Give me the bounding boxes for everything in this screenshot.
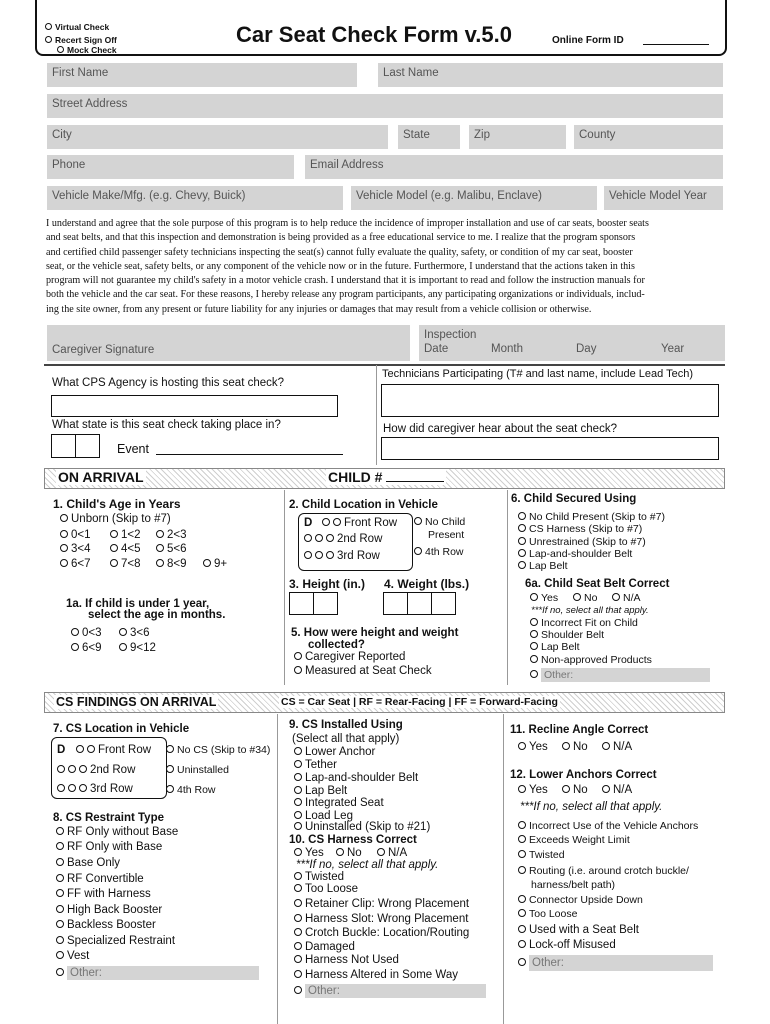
q9-tether[interactable]: Tether: [294, 759, 337, 771]
state-input-1[interactable]: [51, 434, 76, 458]
waiver-text: I understand and agree that the sole purpose of this program is to help reduce the incidence of improper installation and use of car seats, booster seats and seat belts, and that this inspection and demonstration is being provided as a free educational service to me. I realize that the program sponsors and certified child passenger safety technicians inspecting the seat(s) cannot fully evaluate the quality, safety, or condition of my car seat, booster seat, or the vehicle seat, safety belts, or any component of the vehicle now or in the future. Furthermore, I understand that the actions taken in this program will not guarantee my child's safety in a motor vehicle crash. I understand that it is important to read and follow the instruction manuals for both the vehicle and the car seat. For these reasons, I hereby release any program participants, any participating organizations or individuals, includ- ing the site owner, from any present or future liability for any injuries or damages that may result from a vehicle collision or otherwise.: [46, 218, 649, 315]
q7-uninstalled[interactable]: Uninstalled: [166, 764, 229, 776]
height-digit-2[interactable]: [313, 592, 338, 615]
q2-driver-label: D: [304, 517, 313, 529]
state-input-2[interactable]: [75, 434, 100, 458]
q6a-incorrect-fit[interactable]: Incorrect Fit on Child: [530, 617, 638, 629]
q7-no-cs[interactable]: No CS (Skip to #34): [166, 744, 270, 756]
q10-other[interactable]: Other:: [294, 984, 486, 998]
col-divider-2: [507, 490, 508, 685]
q9-title: 9. CS Installed Using: [289, 719, 403, 731]
q8-vest[interactable]: Vest: [56, 950, 89, 962]
q5-title-2: collected?: [308, 639, 365, 651]
q12-na[interactable]: N/A: [602, 784, 632, 796]
q1a-title-2: select the age in months.: [88, 609, 226, 621]
q10-not-used[interactable]: Harness Not Used: [294, 954, 399, 966]
online-form-id-label: Online Form ID: [552, 35, 624, 46]
divider-vertical: [376, 365, 377, 465]
inspection-date-field[interactable]: Inspection Date Month Day Year: [419, 325, 725, 361]
last-name-field[interactable]: Last Name: [378, 63, 723, 87]
q6a-yes[interactable]: Yes: [530, 592, 558, 604]
q5-caregiver-reported[interactable]: Caregiver Reported: [294, 651, 405, 663]
vehicle-model-field[interactable]: Vehicle Model (e.g. Malibu, Enclave): [351, 186, 597, 210]
q1-age-3[interactable]: 3<4: [60, 543, 91, 555]
q12-upside-down[interactable]: Connector Upside Down: [518, 894, 643, 906]
q1a-age-1[interactable]: 3<6: [119, 627, 150, 639]
q9-uninstalled[interactable]: Uninstalled (Skip to #21): [294, 821, 430, 833]
q3-title: 3. Height (in.): [289, 577, 365, 591]
q11-na[interactable]: N/A: [602, 741, 632, 753]
q10-harness-slot[interactable]: Harness Slot: Wrong Placement: [294, 913, 468, 925]
zip-field[interactable]: Zip: [469, 125, 566, 149]
form-title: Car Seat Check Form v.5.0: [236, 22, 512, 47]
q12-note: ***If no, select all that apply.: [520, 801, 663, 813]
q6-unrestrained[interactable]: Unrestrained (Skip to #7): [518, 536, 646, 548]
q9-subtitle: (Select all that apply): [292, 733, 400, 745]
q2-3rd-row[interactable]: 3rd Row: [304, 550, 380, 562]
q12-too-loose[interactable]: Too Loose: [518, 908, 577, 920]
state-question: What state is this seat check taking place in?: [52, 419, 281, 431]
q8-rf-only-base[interactable]: RF Only with Base: [56, 841, 162, 853]
q2-no-child[interactable]: No Child Present: [414, 516, 465, 542]
online-form-id-line[interactable]: [643, 44, 709, 45]
q1-age-0[interactable]: 0<1: [60, 529, 91, 541]
q1-age-9[interactable]: 9+: [203, 558, 227, 570]
col-divider-3: [277, 714, 278, 1024]
agency-input[interactable]: [51, 395, 338, 417]
child-number-label: CHILD #: [326, 469, 446, 485]
q10-title: 10. CS Harness Correct: [289, 834, 417, 846]
q12-yes[interactable]: Yes: [518, 784, 548, 796]
q6-lap-belt[interactable]: Lap Belt: [518, 560, 568, 572]
q12-twisted[interactable]: Twisted: [518, 849, 565, 861]
q6-lap-shoulder[interactable]: Lap-and-shoulder Belt: [518, 548, 632, 560]
q8-specialized[interactable]: Specialized Restraint: [56, 935, 175, 947]
q8-other[interactable]: Other:: [56, 966, 259, 980]
q9-load-leg[interactable]: Load Leg: [294, 810, 353, 822]
on-arrival-title: ON ARRIVAL: [58, 469, 144, 485]
recert-option[interactable]: Recert Sign Off: [45, 35, 117, 45]
q10-yes[interactable]: Yes: [294, 847, 324, 859]
q12-title: 12. Lower Anchors Correct: [510, 769, 657, 781]
q6-no-child[interactable]: No Child Present (Skip to #7): [518, 511, 665, 523]
q6a-shoulder-belt[interactable]: Shoulder Belt: [530, 629, 604, 641]
q7-2nd-row[interactable]: 2nd Row: [57, 764, 135, 776]
q1-age-5[interactable]: 5<6: [156, 543, 187, 555]
vehicle-year-field[interactable]: Vehicle Model Year: [604, 186, 723, 210]
q5-title-1: 5. How were height and weight: [291, 627, 459, 639]
q2-4th-row[interactable]: 4th Row: [414, 546, 464, 558]
q12-no[interactable]: No: [562, 784, 588, 796]
q12-other[interactable]: Other:: [518, 955, 713, 971]
hear-input[interactable]: [381, 437, 719, 460]
county-field[interactable]: County: [574, 125, 723, 149]
q8-base-only[interactable]: Base Only: [56, 857, 120, 869]
cs-legend: CS = Car Seat | RF = Rear-Facing | FF = Forward-Facing: [281, 696, 558, 708]
state-field[interactable]: State: [398, 125, 460, 149]
q2-2nd-row[interactable]: 2nd Row: [304, 533, 382, 545]
q10-twisted[interactable]: Twisted: [294, 871, 344, 883]
q1-age-8[interactable]: 8<9: [156, 558, 187, 570]
virtual-check-option[interactable]: Virtual Check: [45, 22, 109, 32]
q2-front-row[interactable]: Front Row: [322, 517, 397, 529]
q6a-title: 6a. Child Seat Belt Correct: [525, 578, 670, 590]
hear-question: How did caregiver hear about the seat check?: [383, 423, 617, 435]
q12-routing[interactable]: Routing (i.e. around crotch buckle/ harness/belt path): [518, 864, 689, 892]
q7-front-row[interactable]: Front Row: [76, 744, 151, 756]
q8-rf-only-no-base[interactable]: RF Only without Base: [56, 826, 178, 838]
q6a-non-approved[interactable]: Non-approved Products: [530, 654, 652, 666]
q4-title: 4. Weight (lbs.): [384, 577, 470, 591]
q7-4th-row[interactable]: 4th Row: [166, 784, 216, 796]
q1a-age-0[interactable]: 0<3: [71, 627, 102, 639]
q12-with-seat-belt[interactable]: Used with a Seat Belt: [518, 924, 639, 936]
q10-retainer-clip[interactable]: Retainer Clip: Wrong Placement: [294, 898, 469, 910]
q10-damaged[interactable]: Damaged: [294, 941, 355, 953]
q10-note: ***If no, select all that apply.: [296, 859, 439, 871]
event-label: Event: [117, 442, 149, 456]
q12-weight-limit[interactable]: Exceeds Weight Limit: [518, 834, 630, 846]
q11-no[interactable]: No: [562, 741, 588, 753]
q1-age-7[interactable]: 7<8: [110, 558, 141, 570]
col-divider-1: [284, 490, 285, 685]
q12-lock-off[interactable]: Lock-off Misused: [518, 939, 616, 951]
q6-title: 6. Child Secured Using: [511, 493, 637, 505]
q1-age-6[interactable]: 6<7: [60, 558, 91, 570]
email-field[interactable]: Email Address: [305, 155, 723, 179]
q6a-na[interactable]: N/A: [612, 592, 641, 604]
q1-age-4[interactable]: 4<5: [110, 543, 141, 555]
q10-too-loose[interactable]: Too Loose: [294, 883, 358, 895]
q5-measured[interactable]: Measured at Seat Check: [294, 665, 432, 677]
q9-integrated[interactable]: Integrated Seat: [294, 797, 384, 809]
q1-title: 1. Child's Age in Years: [53, 497, 181, 511]
q10-crotch-buckle[interactable]: Crotch Buckle: Location/Routing: [294, 927, 469, 939]
caregiver-signature-field[interactable]: Caregiver Signature: [47, 325, 410, 361]
q1a-age-2[interactable]: 6<9: [71, 642, 102, 654]
mock-check-option[interactable]: Mock Check: [57, 45, 117, 55]
weight-digit-3[interactable]: [431, 592, 456, 615]
q1-unborn[interactable]: Unborn (Skip to #7): [60, 513, 171, 525]
q2-title: 2. Child Location in Vehicle: [289, 499, 438, 511]
q8-title: 8. CS Restraint Type: [53, 812, 164, 824]
col-divider-4: [503, 714, 504, 1024]
q11-yes[interactable]: Yes: [518, 741, 548, 753]
q10-no[interactable]: No: [336, 847, 362, 859]
q10-na[interactable]: N/A: [377, 847, 407, 859]
q7-3rd-row[interactable]: 3rd Row: [57, 783, 133, 795]
cs-findings-title: CS FINDINGS ON ARRIVAL: [56, 695, 217, 709]
height-digit-1[interactable]: [289, 592, 314, 615]
weight-digit-1[interactable]: [383, 592, 408, 615]
first-name-field[interactable]: First Name: [47, 63, 357, 87]
q1a-title-1: 1a. If child is under 1 year,: [66, 598, 210, 610]
phone-field[interactable]: Phone: [47, 155, 294, 179]
q6a-no[interactable]: No: [573, 592, 597, 604]
q8-high-back[interactable]: High Back Booster: [56, 904, 162, 916]
q10-altered[interactable]: Harness Altered in Some Way: [294, 969, 458, 981]
q1-age-1[interactable]: 1<2: [110, 529, 141, 541]
city-field[interactable]: City: [47, 125, 388, 149]
techs-input[interactable]: [381, 384, 719, 417]
street-address-field[interactable]: Street Address: [47, 94, 723, 118]
divider-line: [44, 364, 725, 366]
q1a-age-3[interactable]: 9<12: [119, 642, 156, 654]
q11-title: 11. Recline Angle Correct: [510, 724, 649, 736]
q9-lap-shoulder[interactable]: Lap-and-shoulder Belt: [294, 772, 418, 784]
event-input[interactable]: [156, 454, 343, 455]
q12-incorrect-use[interactable]: Incorrect Use of the Vehicle Anchors: [518, 820, 698, 832]
q8-ff-harness[interactable]: FF with Harness: [56, 888, 151, 900]
q6a-lap-belt[interactable]: Lap Belt: [530, 641, 580, 653]
weight-digit-2[interactable]: [407, 592, 432, 615]
q1-age-2[interactable]: 2<3: [156, 529, 187, 541]
q9-lap-belt[interactable]: Lap Belt: [294, 785, 347, 797]
agency-question: What CPS Agency is hosting this seat check?: [52, 377, 285, 389]
techs-question: Technicians Participating (T# and last name, include Lead Tech): [382, 368, 694, 380]
q6-cs-harness[interactable]: CS Harness (Skip to #7): [518, 523, 642, 535]
q6a-note: ***If no, select all that apply.: [531, 605, 649, 616]
vehicle-make-field[interactable]: Vehicle Make/Mfg. (e.g. Chevy, Buick): [47, 186, 343, 210]
q7-driver-label: D: [57, 744, 66, 756]
q9-lower-anchor[interactable]: Lower Anchor: [294, 746, 375, 758]
q8-rf-convertible[interactable]: RF Convertible: [56, 873, 144, 885]
q6a-other[interactable]: Other:: [530, 668, 710, 682]
q7-title: 7. CS Location in Vehicle: [53, 723, 190, 735]
q8-backless[interactable]: Backless Booster: [56, 919, 156, 931]
